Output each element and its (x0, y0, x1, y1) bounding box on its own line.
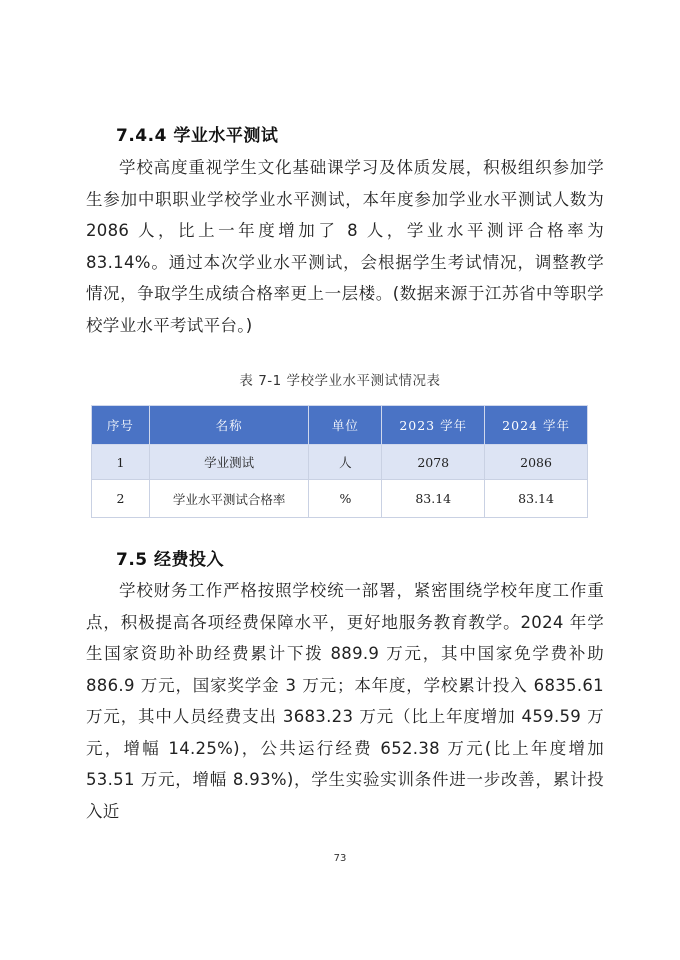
cell-name: 学业测试 (149, 445, 309, 480)
cell-index: 2 (92, 480, 150, 518)
test-results-table (91, 405, 588, 518)
cell-index: 1 (92, 445, 150, 480)
table-caption: 表 7-1 学校学业水平测试情况表 (239, 373, 441, 389)
table-row (92, 480, 588, 518)
section-heading-7-4-4: 7.4.4 学业水平测试 (116, 126, 279, 146)
table-row (92, 445, 588, 480)
section-7-4-4-paragraph: 学校高度重视学生文化基础课学习及体质发展，积极组织参加学生参加中职职业学校学业水平测试，本年度参加学业水平测试人数为 2086 人，比上一年度增加了 8 人，学业水平测评合格率为 83.14%。通过本次学业水平测试，会根据学生考试情况，调整教学情况，争取学生成绩合格率更上一层楼。(数据来源于江苏省中等职学校学业水平考试平台。) (86, 158, 604, 335)
cell-unit: % (309, 480, 382, 518)
cell-unit: 人 (309, 445, 382, 480)
cell-2024: 83.14 (485, 480, 588, 518)
header-2024: 2024 学年 (485, 406, 588, 445)
cell-2023: 83.14 (382, 480, 485, 518)
table-header-row (92, 406, 588, 445)
page-number: 73 (333, 853, 347, 864)
header-index: 序号 (92, 406, 150, 445)
cell-2024: 2086 (485, 445, 588, 480)
cell-name: 学业水平测试合格率 (149, 480, 309, 518)
header-unit: 单位 (309, 406, 382, 445)
cell-2023: 2078 (382, 445, 485, 480)
section-7-5-paragraph: 学校财务工作严格按照学校统一部署，紧密围绕学校年度工作重点，积极提高各项经费保障水平，更好地服务教育教学。2024 年学生国家资助补助经费累计下拨 889.9 万元，其中国家免学费补助 886.9 万元，国家奖学金 3 万元；本年度，学校累计投入 6835.61 万元，其中人员经费支出 3683.23 万元（比上年度增加 459.59 万元，增幅 14.25%)，公共运行经费 652.38 万元(比上年度增加 53.51 万元，增幅 8.93%)，学生实验实训条件进一步改善，累计投入近 (86, 581, 604, 821)
header-2023: 2023 学年 (382, 406, 485, 445)
header-name: 名称 (149, 406, 309, 445)
section-heading-7-5: 7.5 经费投入 (116, 550, 225, 570)
